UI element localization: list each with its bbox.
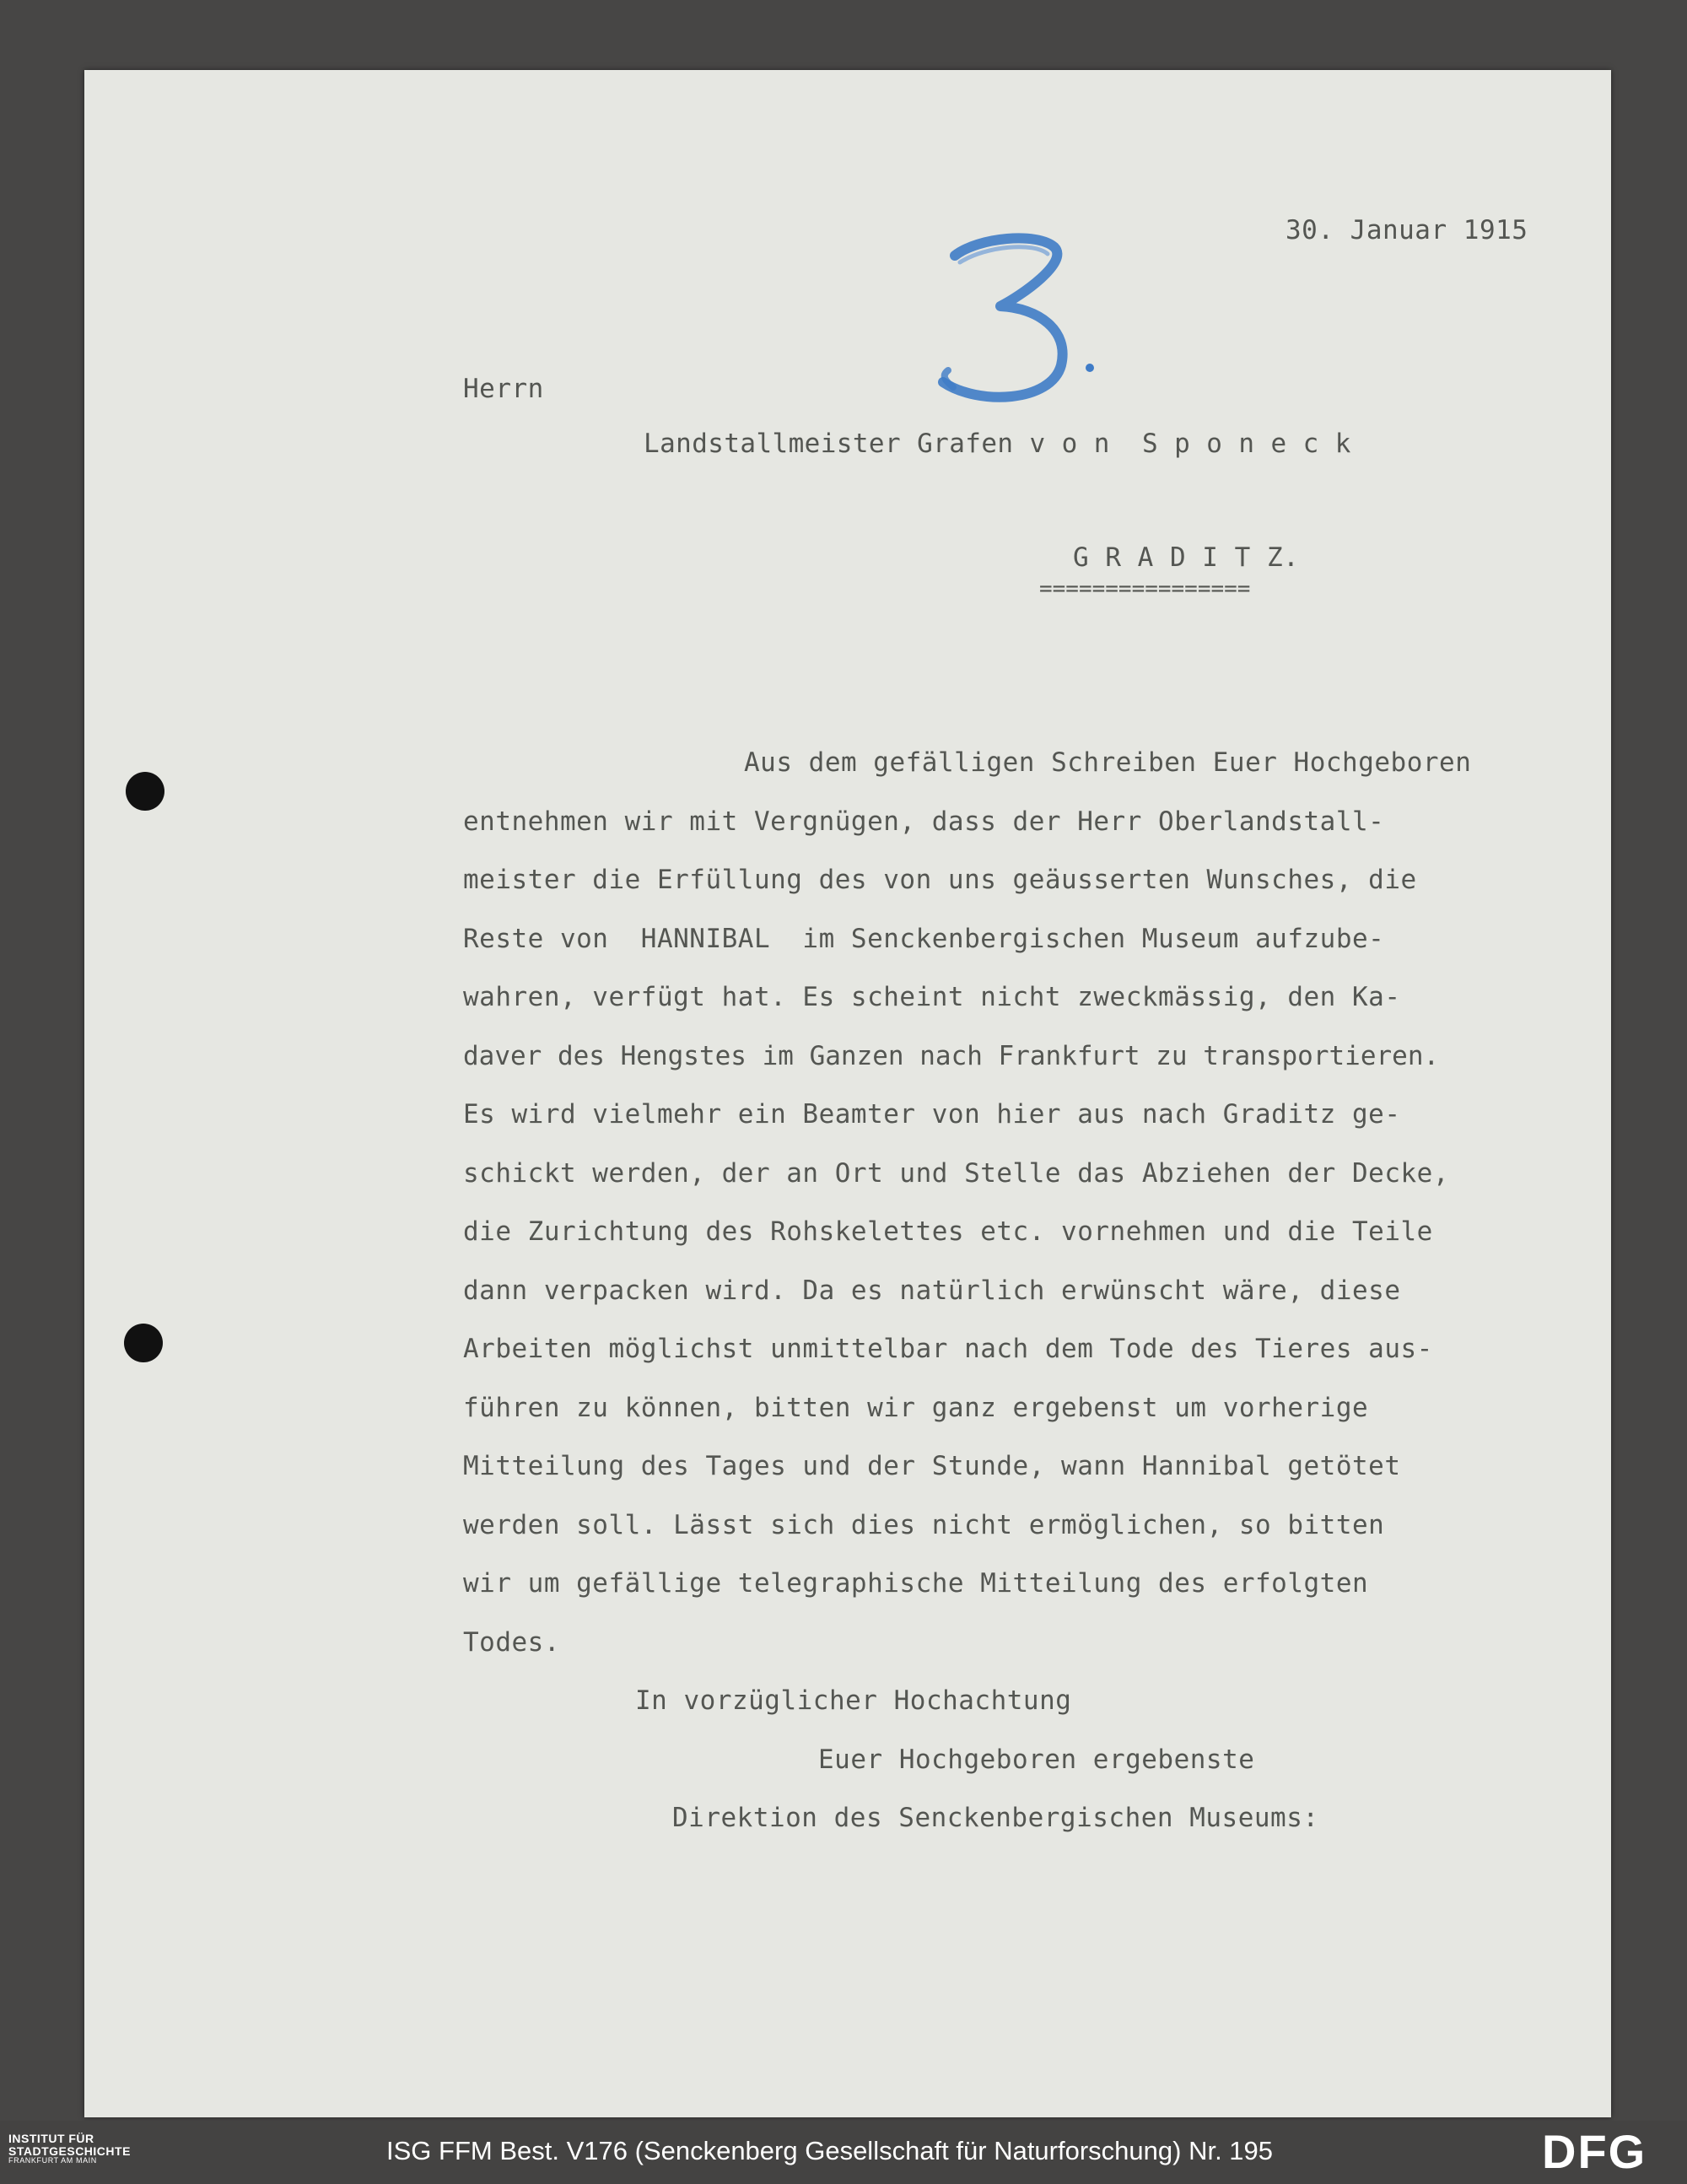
- body-line: dann verpacken wird. Da es natürlich erwünscht wäre, diese: [463, 1275, 1401, 1306]
- institution-logo: [8, 2133, 131, 2165]
- body-line: die Zurichtung des Rohskelettes etc. vornehmen und die Teile: [463, 1216, 1433, 1247]
- body-line: wir um gefällige telegraphische Mitteilung des erfolgten: [463, 1568, 1369, 1599]
- body-line: daver des Hengstes im Ganzen nach Frankfurt zu transportieren.: [463, 1041, 1440, 1071]
- archive-citation: ISG FFM Best. V176 (Senckenberg Gesellschaft für Naturforschung) Nr. 195: [386, 2136, 1274, 2165]
- body-line: Aus dem gefälligen Schreiben Euer Hochgeboren: [744, 747, 1472, 778]
- body-line: führen zu können, bitten wir ganz ergebenst um vorherige: [463, 1393, 1369, 1423]
- punch-hole-bottom: [124, 1324, 163, 1362]
- body-line: meister die Erfüllung des von uns geäusserten Wunsches, die: [463, 865, 1417, 895]
- institution-line: INSTITUT FÜR: [8, 2132, 94, 2145]
- body-line: entnehmen wir mit Vergnügen, dass der Herr Oberlandstall-: [463, 806, 1385, 837]
- body-line: schickt werden, der an Ort und Stelle das Abziehen der Decke,: [463, 1158, 1449, 1189]
- body-line: werden soll. Lässt sich dies nicht ermöglichen, so bitten: [463, 1510, 1385, 1540]
- dfg-logo: DFG: [1542, 2125, 1647, 2178]
- place-underline: ================: [1039, 576, 1251, 601]
- body-line: Reste von HANNIBAL im Senckenbergischen Museum aufzube-: [463, 924, 1385, 954]
- letter-page: [84, 70, 1611, 2117]
- recipient-place: G R A D I T Z.: [1073, 542, 1300, 573]
- handwritten-page-number: [919, 222, 1122, 416]
- closing-address: Euer Hochgeboren ergebenste: [818, 1745, 1255, 1775]
- body-line: wahren, verfügt hat. Es scheint nicht zweckmässig, den Ka-: [463, 982, 1401, 1012]
- body-line: Mitteilung des Tages und der Stunde, wann Hannibal getötet: [463, 1451, 1401, 1481]
- recipient-name: Landstallmeister Grafen v o n S p o n e c k: [644, 429, 1351, 459]
- signature-line: Direktion des Senckenbergischen Museums:: [672, 1803, 1319, 1833]
- archive-footer: [0, 2121, 1687, 2184]
- blue-pencil-number-3: [919, 222, 1122, 416]
- salutation: Herrn: [463, 374, 544, 404]
- punch-hole-top: [126, 772, 164, 811]
- letter-date: 30. Januar 1915: [1285, 215, 1528, 245]
- closing-greeting: In vorzüglicher Hochachtung: [635, 1685, 1072, 1716]
- body-line: Es wird vielmehr ein Beamter von hier aus nach Graditz ge-: [463, 1099, 1401, 1130]
- institution-line: FRANKFURT AM MAIN: [8, 2156, 97, 2165]
- institution-line: STADTGESCHICHTE: [8, 2144, 131, 2158]
- body-line: Todes.: [463, 1627, 560, 1658]
- body-line: Arbeiten möglichst unmittelbar nach dem Tode des Tieres aus-: [463, 1334, 1433, 1364]
